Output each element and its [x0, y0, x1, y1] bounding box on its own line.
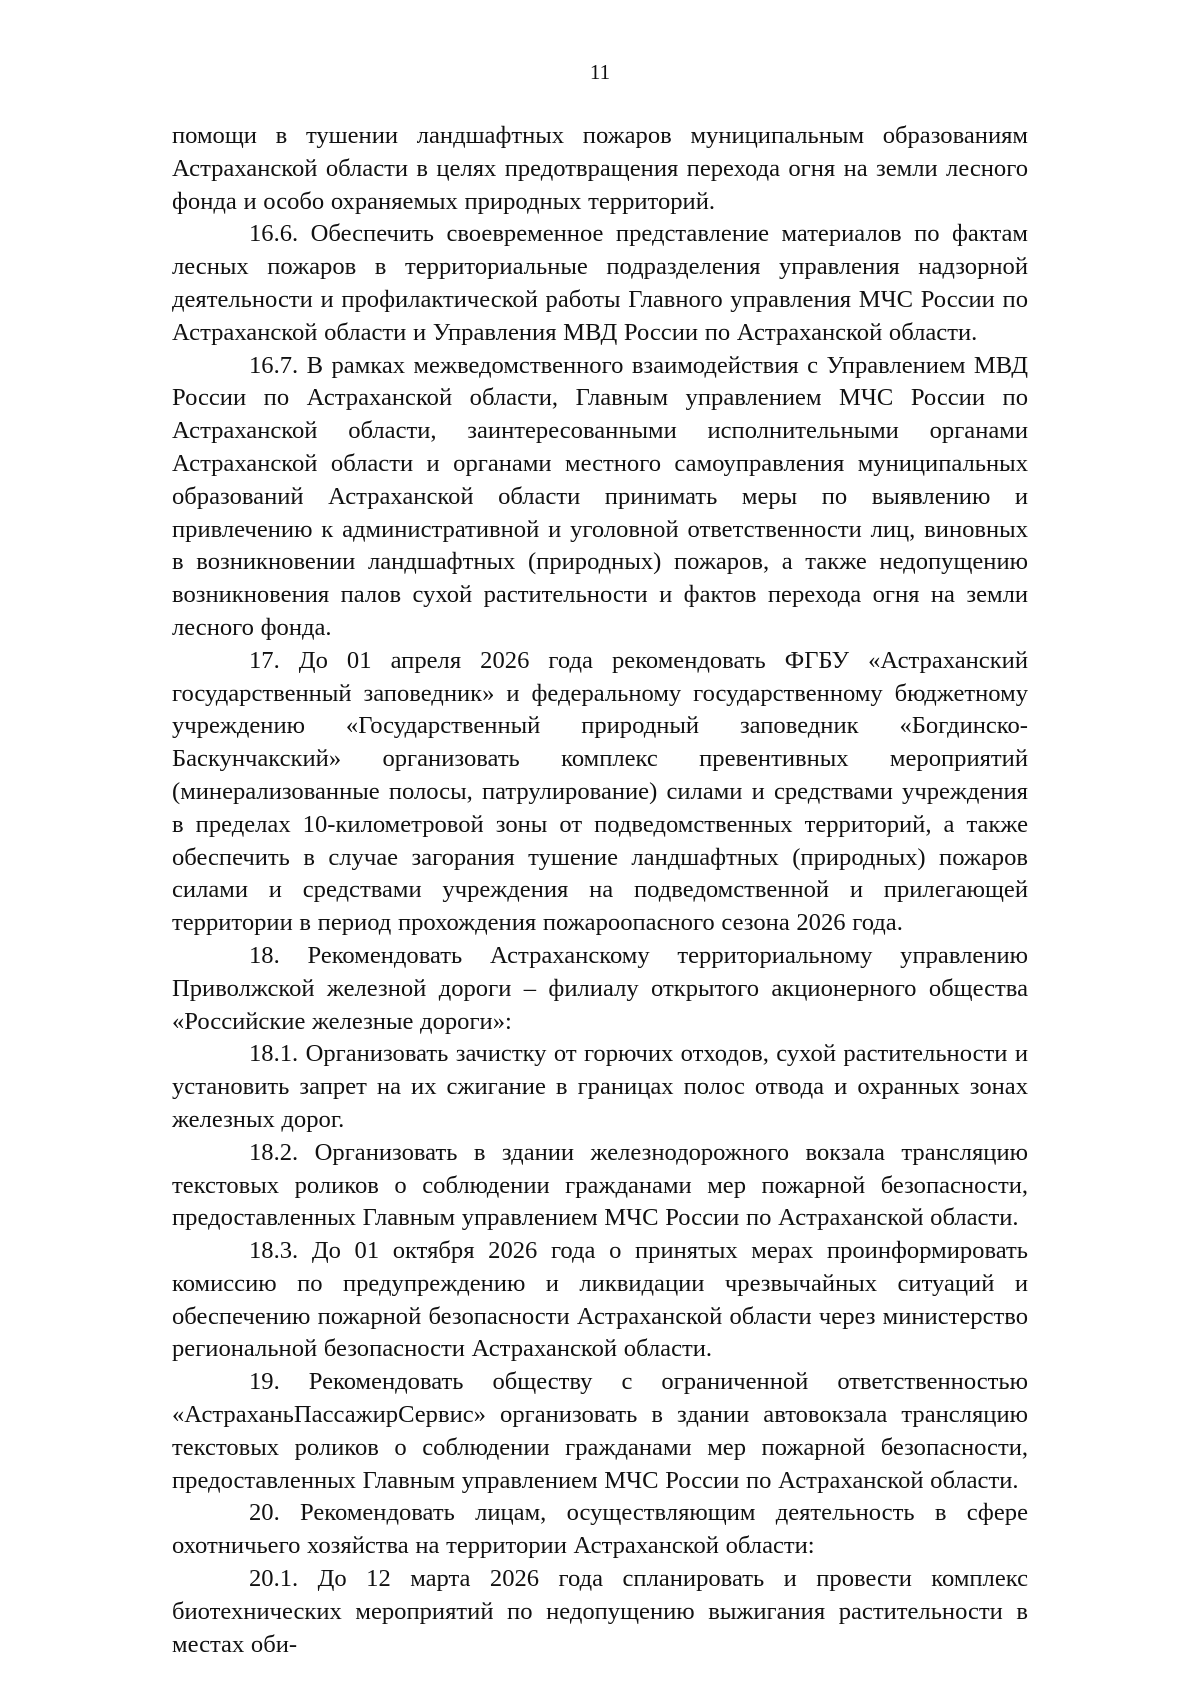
paragraph-20-1: 20.1. До 12 марта 2026 года спланировать и провести комплекс биотехнических мероприятий по недопущению выжигания растительности в местах оби-: [172, 1565, 1028, 1658]
paragraph-18-1: 18.1. Организовать зачистку от горючих отходов, сухой растительности и установить запрет на их сжигание в границах полос отвода и охранных зонах железных дорог.: [172, 1040, 1028, 1133]
paragraph-20: 20. Рекомендовать лицам, осуществляющим деятельность в сфере охотничьего хозяйства на территории Астраханской области:: [172, 1499, 1028, 1560]
page-number: 11: [589, 60, 611, 84]
paragraph-16-7: 16.7. В рамках межведомственного взаимодействия с Управлением МВД России по Астраханской области, Главным управлением МЧС России по Астраханской области, заинтересованными исполнительными органами Астраханской области и органами местного самоуправления муниципальных образований Астраханской области принимать меры по выявлению и привлечению к административной и уголовной ответственности лиц, виновных в возникновении ландшафтных (природных) пожаров, а также недопущению возникновения палов сухой растительности и фактов перехода огня на земли лесного фонда.: [172, 351, 1028, 641]
paragraph-18-3: 18.3. До 01 октября 2026 года о принятых мерах проинформировать комиссию по предупреждению и ликвидации чрезвычайных ситуаций и обеспечению пожарной безопасности Астраханской области через министерство региональной безопасности Астраханской области.: [172, 1237, 1028, 1363]
paragraph-16-5-continuation: помощи в тушении ландшафтных пожаров муниципальным образованиям Астраханской области в целях предотвращения перехода огня на земли лесного фонда и особо охраняемых природных территорий.: [172, 122, 1028, 215]
paragraph-18: 18. Рекомендовать Астраханскому территориальному управлению Приволжской железной дороги – филиалу открытого акционерного общества «Российские железные дороги»:: [172, 941, 1028, 1035]
paragraph-17: 17. До 01 апреля 2026 года рекомендовать ФГБУ «Астраханский государственный заповедник» и федеральному государственному бюджетному учреждению «Государственный природный заповедник «Богдинско-Баскунчакский» организовать комплекс превентивных мероприятий (минерализованные полосы, патрулирование) силами и средствами учреждения в пределах 10-километровой зоны от подведомственных территорий, а также обеспечить в случае загорания тушение ландшафтных (природных) пожаров силами и средствами учреждения на подведомственной и прилегающей территории в период прохождения пожароопасного сезона 2026 года.: [172, 646, 1028, 937]
document-body: [172, 120, 1028, 1661]
paragraph-19: 19. Рекомендовать обществу с ограниченной ответственностью «АстраханьПассажирСервис» организовать в здании автовокзала трансляцию текстовых роликов о соблюдении гражданами мер пожарной безопасности, предоставленных Главным управлением МЧС России по Астраханской области.: [172, 1368, 1028, 1494]
paragraph-18-2: 18.2. Организовать в здании железнодорожного вокзала трансляцию текстовых роликов о соблюдении гражданами мер пожарной безопасности, предоставленных Главным управлением МЧС России по Астраханской области.: [172, 1138, 1028, 1232]
paragraph-16-6: 16.6. Обеспечить своевременное представление материалов по фактам лесных пожаров в территориальные подразделения управления надзорной деятельности и профилактической работы Главного управления МЧС России по Астраханской области и Управления МВД России по Астраханской области.: [172, 220, 1028, 346]
